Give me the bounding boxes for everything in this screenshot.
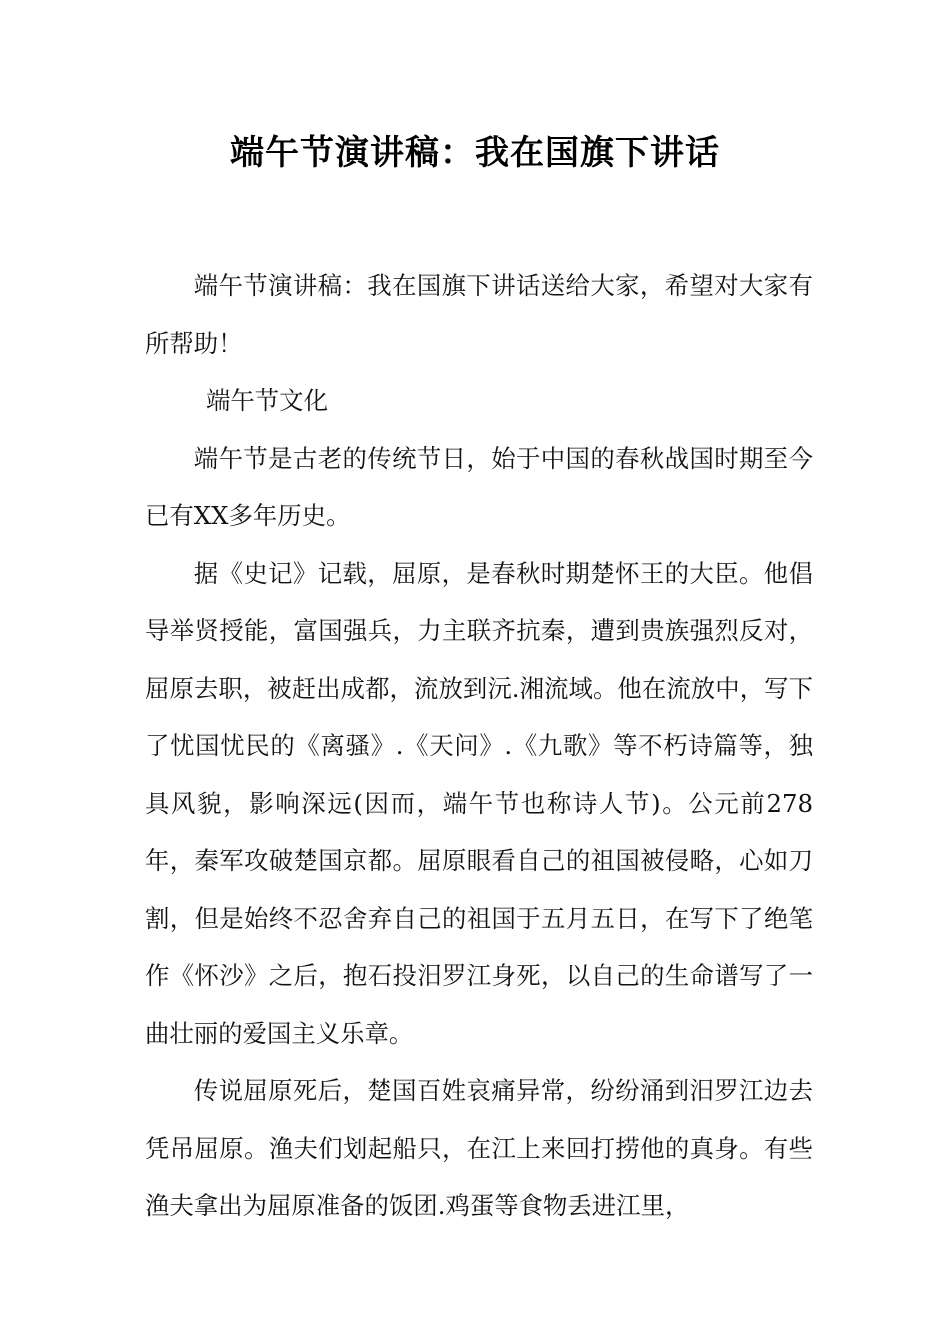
paragraph-history: 端午节是古老的传统节日，始于中国的春秋战国时期至今已有XX多年历史。 bbox=[145, 443, 813, 530]
intro-paragraph: 端午节演讲稿：我在国旗下讲话送给大家，希望对大家有所帮助！ bbox=[145, 271, 813, 358]
paragraph-legend: 传说屈原死后，楚国百姓哀痛异常，纷纷涌到汨罗江边去凭吊屈原。渔夫们划起船只，在江上来回打捞他的真身。有些渔夫拿出为屈原准备的饭团.鸡蛋等食物丢进江里， bbox=[145, 1076, 813, 1220]
document-title: 端午节演讲稿：我在国旗下讲话 bbox=[230, 133, 720, 173]
paragraph-quyuan: 据《史记》记载，屈原，是春秋时期楚怀王的大臣。他倡导举贤授能，富国强兵，力主联齐抗秦，遭到贵族强烈反对，屈原去职，被赶出成都，流放到沅.湘流域。他在流放中，写下了忧国忧民的《离骚》.《天问》.《九歌》等不朽诗篇等，独具风貌，影响深远(因而，端午节也称诗人节)。公元前278年，秦军攻破楚国京都。屈原眼看自己的祖国被侵略，心如刀割，但是始终不忍舍弃自己的祖国于五月五日，在写下了绝笔作《怀沙》之后，抱石投汨罗江身死，以自己的生命谱写了一曲壮丽的爱国主义乐章。 bbox=[145, 558, 813, 1048]
section-heading: 端午节文化 bbox=[206, 386, 328, 415]
document-body bbox=[145, 257, 813, 1235]
